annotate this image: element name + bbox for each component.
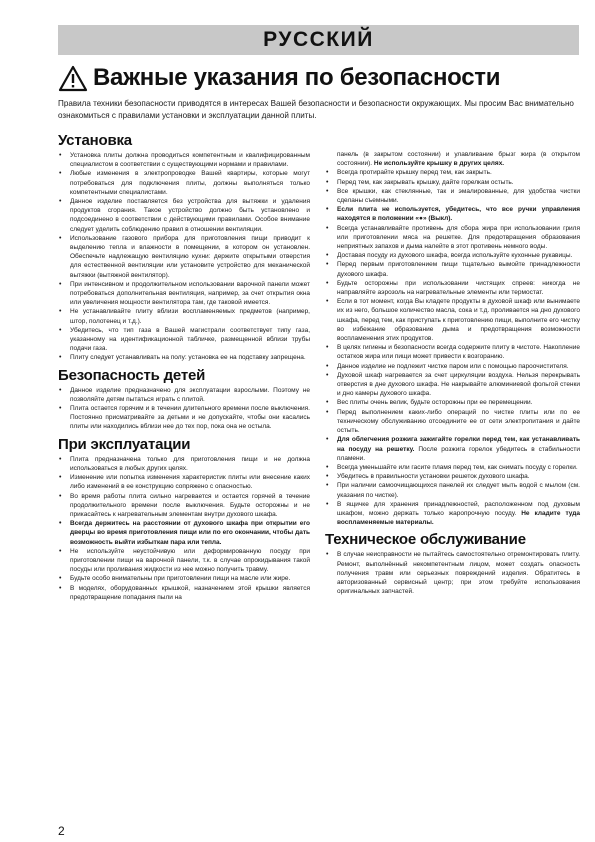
list-item: • Установка плиты должна проводиться компетентным и квалифицированным специалистом в соответствии с существующими нормами и правилами.: [58, 151, 310, 169]
list-item: • Не устанавливайте плиту вблизи воспламеняемых предметов (например, штор, полотенец и т.д.).: [58, 307, 310, 325]
list-item: • Использование газового прибора для приготовления пищи приводит к выделению тепла и влажности в помещении, в котором он установлен. Обеспечьте надлежащую вентиляцию кухни: держите открытыми отверстия для естественной вентиляции или установите устройство для механической вытяжки (вытяжной вентилятор).: [58, 234, 310, 280]
continuation-text: панель (в закрытом состоянии) и улавливание брызг жира (в открытом состоянии).: [337, 151, 580, 168]
operation-list-continued: [325, 168, 580, 527]
list-item: • Всегда уменьшайте или гасите пламя перед тем, как снимать посуду с горелки.: [325, 463, 580, 472]
intro-paragraph: Правила техники безопасности приводятся в интересах Вашей безопасности и безопасности окружающих. Мы просим Вас внимательно ознакомиться с правилами установки и эксплуатации данной плиты.: [58, 99, 574, 120]
section-heading-installation: Установка: [58, 132, 132, 149]
list-item: • Убедитесь в правильности установки решеток духового шкафа.: [325, 472, 580, 481]
section-heading-children: Безопасность детей: [58, 366, 206, 384]
list-item: • Любые изменения в электропроводке Вашей квартиры, которые могут потребоваться для подключения плиты, должны выполняться только компетентными специалистами.: [58, 169, 310, 197]
list-item: • Доставая посуду из духового шкафа, всегда используйте кухонные рукавицы.: [325, 251, 580, 260]
list-item: • Изменение или попытка изменения характеристик плиты или внесение каких либо изменений в ее конструкцию сопряжено с опасностью.: [58, 473, 310, 491]
list-item: • Данное изделие предназначено для эксплуатации взрослыми. Поэтому не позволяйте детям пытаться играть с плитой.: [58, 386, 310, 404]
list-item: • Если плита не используется, убедитесь, что все ручки управления находятся в положении «●» (Выкл).: [325, 205, 580, 223]
list-item: • Не используйте неустойчивую или деформированную посуду при приготовлении пищи на варочной панели, т.к. в случае опрокидывания такой посуды или проливания жидкости из нее можно получить травму.: [58, 547, 310, 575]
list-item: • Перед первым приготовлением пищи тщательно вымойте принадлежности духового шкафа.: [325, 260, 580, 278]
section-heading-operation: При эксплуатации: [58, 435, 191, 453]
list-item: • При интенсивном и продолжительном использовании варочной панели может потребоваться дополнительная вентиляция, например, за счет открытия окна или увеличения мощности вентилятора там, где таковой имеется.: [58, 280, 310, 308]
section-heading-service: Техническое обслуживание: [325, 531, 526, 549]
list-item: • Всегда устанавливайте противень для сбора жира при использовании гриля или приготовлении мяса на решетке. Для предотвращения образования неприятных запахов и дыма налейте в этот противень немного воды.: [325, 224, 580, 252]
list-item: • Будьте осторожны при использовании чистящих спреев: никогда не направляйте аэрозоль на нагревательные элементы или термостат.: [325, 279, 580, 297]
list-item: • В моделях, оборудованных крышкой, назначением этой крышки является предотвращение попадания пыли на: [58, 584, 310, 602]
installation-list: [58, 151, 310, 363]
list-item: • Духовой шкаф нагревается за счет циркуляции воздуха. Нельзя перекрывать отверстия в дне духового шкафа. Не накрывайте алюминиевой фольгой стенки и дно камеры духового шкафа.: [325, 371, 580, 399]
list-item: • Плита предназначена только для приготовления пищи и не должна использоваться в любых других целях.: [58, 455, 310, 473]
list-item: • Всегда держитесь на расстоянии от духового шкафа при открытии его дверцы во время приготовления пищи или по его окончании, чтобы дать возможность выйти избыткам пара или тепла.: [58, 519, 310, 547]
continuation-paragraph: [325, 150, 580, 168]
list-item: • Будьте особо внимательны при приготовлении пищи на масле или жире.: [58, 574, 310, 583]
list-item: • Если в тот момент, когда Вы кладете продукты в духовой шкаф или вынимаете их из него, большое количество масла, сока и т.д. проливается на дно духового шкафа, перед тем, как приступать к приготовлению пищи, выполните его чистку во избежание образование дыма и предотвращения возможности воспламенения этих продуктов.: [325, 297, 580, 343]
language-header: РУССКИЙ: [58, 25, 579, 55]
list-item-suffix-bold: Не кладите туда воспламеняемые материалы.: [337, 509, 580, 527]
operation-list: [58, 455, 310, 602]
list-item: • Данное изделие не подлежит чистке паром или с помощью пароочистителя.: [325, 362, 580, 371]
children-list: [58, 386, 310, 432]
title-block: [58, 61, 579, 95]
page-title: Важные указания по безопасности: [93, 64, 501, 91]
list-item: • Плиту следует устанавливать на полу: установка ее на подставку запрещена.: [58, 353, 310, 362]
page-number: 2: [58, 824, 65, 838]
list-item: • Перед тем, как закрывать крышку, дайте горелкам остыть.: [325, 178, 580, 187]
list-item: • Во время работы плита сильно нагревается и остается горячей в течение продолжительного времени после выключения. Будьте осторожны и не прикасайтесь к нагревательным элементам внутри духового шкафа.: [58, 492, 310, 520]
list-item: • Все крышки, как стеклянные, так и эмалированные, для удобства чистки сделаны съемными.: [325, 187, 580, 205]
list-item-text: В ящичке для хранения принадлежностей, расположенном под духовым шкафом, можно держать только жаропрочную посуду.: [337, 500, 580, 517]
service-list: [325, 550, 580, 596]
list-item: • Убедитесь, что тип газа в Вашей магистрали соответствует типу газа, указанному на идентификационной табличке, размещенной вблизи трубы подачи газа.: [58, 326, 310, 354]
right-column: [325, 150, 580, 600]
list-item: • В целях гигиены и безопасности всегда содержите плиту в чистоте. Накопление остатков жира или пищи может привести к возгоранию.: [325, 343, 580, 361]
list-item-suffix: После розжига горелок убедитесь в стабильности пламени.: [337, 445, 580, 462]
warning-triangle-icon: [58, 65, 88, 92]
list-item: • Перед выполнением каких-либо операций по чистке плиты или по ее техническому обслуживанию отсоедините ее от сети электропитания и дайте остыть.: [325, 408, 580, 436]
list-item: • Вес плиты очень велик, будьте осторожны при ее перемещении.: [325, 398, 580, 407]
continuation-bold: Не используйте крышку в других целях.: [373, 160, 505, 168]
list-item: [325, 435, 580, 463]
list-item: [325, 500, 580, 528]
list-item: • Плита остается горячим и в течении длительного времени после выключения. Постоянно присматривайте за детьми и не допускайте, чтобы они касались плиты или находились вблизи нее до тех пор, пока она не остыла.: [58, 404, 310, 432]
list-item-bold: Для облегчения розжига зажигайте горелки перед тем, как устанавливать на посуду на решетку.: [337, 436, 580, 453]
list-item: • Данное изделие поставляется без устройства для вытяжки и удаления продуктов сгорания. Такое устройство должно быть установлено и подсоединено в соответствии с действующими правилами. Особое внимание следует уделить соблюдению правил в отношении вентиляции.: [58, 197, 310, 234]
list-item: • Всегда протирайте крышку перед тем, как закрыть.: [325, 168, 580, 177]
list-item: • При наличии самоочищающихся панелей их следует мыть водой с мылом (см. указания по чистке).: [325, 481, 580, 499]
left-column: [58, 132, 310, 606]
list-item: • В случае неисправности не пытайтесь самостоятельно отремонтировать плиту. Ремонт, выполнённый некомпетентным лицом, может создать опасность получения травм или серьезных повреждений изделия. Обратитесь в авторизованный сервисный центр; при этом требуйте использования оригинальных запчастей.: [325, 550, 580, 596]
